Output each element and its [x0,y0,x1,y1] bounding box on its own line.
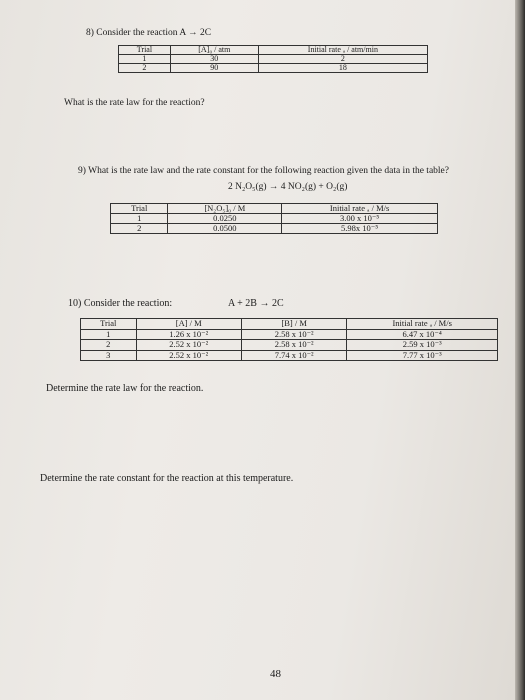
table-header: [N₂O₅]₀ / M [168,204,282,214]
table-cell: 2.52 x 10⁻² [136,340,241,351]
question-8-table [118,45,428,73]
question-9-table [110,203,438,234]
table-cell: 0.0500 [168,224,282,234]
table-row [81,350,498,361]
table-cell: 90 [170,64,258,73]
page-edge-shadow [515,0,525,700]
table-cell: 3.00 x 10⁻⁵ [282,214,438,224]
question-10-rate-constant-question: Determine the rate constant for the reaction at this temperature. [40,473,294,484]
table-cell: 1.26 x 10⁻² [136,329,241,340]
table-row [111,214,438,224]
question-10-table [80,318,498,361]
table-cell: 1 [81,329,137,340]
table-cell: 2.59 x 10⁻³ [347,340,498,351]
table-cell: 6.47 x 10⁻⁴ [347,329,498,340]
table-cell: 2 [111,224,168,234]
table-header: Trial [81,319,137,330]
table-header: Initial rate ₐ / M/s [282,204,438,214]
table-cell: 3 [81,350,137,361]
question-8-question: What is the rate law for the reaction? [64,98,205,108]
table-header: [A]₀ / atm [170,46,258,55]
table-cell: 30 [170,55,258,64]
question-8-prompt: 8) Consider the reaction A → 2C [86,28,212,38]
table-header: Initial rate ₐ / atm/min [258,46,427,55]
table-cell: 2 [119,64,171,73]
table-header: Trial [119,46,171,55]
question-10-rate-law-question: Determine the rate law for the reaction. [46,383,204,394]
question-9-prompt: 9) What is the rate law and the rate constant for the following reaction given the data in the table? [78,166,449,176]
table-cell: 18 [258,64,427,73]
question-9-equation: 2 N₂O₅(g) → 4 NO₂(g) + O₂(g) [228,182,348,192]
table-cell: 2.58 x 10⁻² [241,340,346,351]
table-row [81,329,498,340]
question-10-equation: A + 2B → 2C [228,298,284,309]
table-cell: 1 [111,214,168,224]
table-cell: 7.77 x 10⁻³ [347,350,498,361]
table-cell: 5.98x 10⁻⁵ [282,224,438,234]
table-row [81,340,498,351]
table-cell: 1 [119,55,171,64]
table-header: [A] / M [136,319,241,330]
table-cell: 2.58 x 10⁻² [241,329,346,340]
question-10-prompt: 10) Consider the reaction: [68,298,173,309]
table-row [119,55,428,64]
page-number: 48 [270,668,281,680]
table-cell: 2.52 x 10⁻² [136,350,241,361]
table-cell: 7.74 x 10⁻² [241,350,346,361]
table-row [111,224,438,234]
table-header: Trial [111,204,168,214]
table-row [119,64,428,73]
table-cell: 2 [81,340,137,351]
table-header: Initial rate ₐ / M/s [347,319,498,330]
table-cell: 0.0250 [168,214,282,224]
table-header: [B] / M [241,319,346,330]
table-cell: 2 [258,55,427,64]
